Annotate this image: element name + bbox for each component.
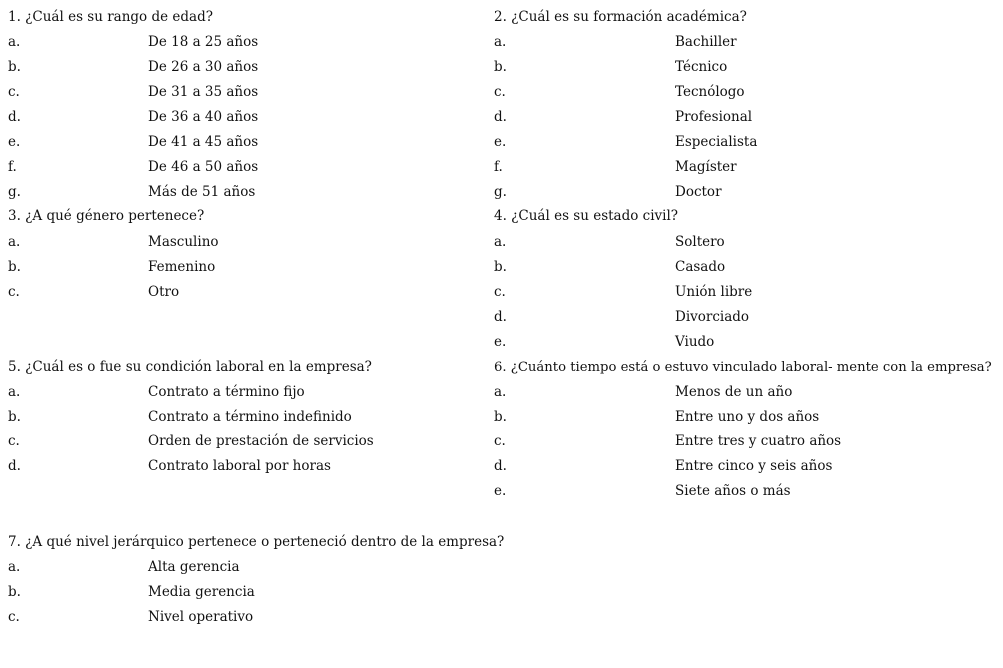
q4-option-a-text: Soltero xyxy=(675,234,725,250)
q2-option-e-letter: e. xyxy=(494,134,507,150)
q2-option-a-letter: a. xyxy=(494,34,507,50)
question-7-title: 7. ¿A qué nivel jerárquico pertenece o perteneció dentro de la empresa? xyxy=(8,534,505,550)
q4-option-e-letter: e. xyxy=(494,334,507,350)
q1-option-c-text: De 31 a 35 años xyxy=(148,84,259,100)
q1-option-f-letter: f. xyxy=(8,159,17,175)
q5-option-d-letter: d. xyxy=(8,458,21,474)
q4-option-e-text: Viudo xyxy=(675,334,715,350)
q6-option-c-text: Entre tres y cuatro años xyxy=(675,433,842,449)
q2-option-b-text: Técnico xyxy=(675,59,728,75)
q6-option-c-letter: c. xyxy=(494,433,506,449)
q7-option-c-letter: c. xyxy=(8,609,20,625)
q1-option-d-letter: d. xyxy=(8,109,21,125)
q3-option-c-text: Otro xyxy=(148,284,180,300)
q5-option-d-text: Contrato laboral por horas xyxy=(148,458,331,474)
q6-option-b-letter: b. xyxy=(494,409,507,425)
question-5-title: 5. ¿Cuál es o fue su condición laboral en la empresa? xyxy=(8,359,372,375)
q3-option-a-letter: a. xyxy=(8,234,21,250)
q2-option-d-text: Profesional xyxy=(675,109,753,125)
q6-option-e-text: Siete años o más xyxy=(675,483,791,499)
question-3-title: 3. ¿A qué género pertenece? xyxy=(8,208,205,224)
q1-option-e-letter: e. xyxy=(8,134,21,150)
q2-option-a-text: Bachiller xyxy=(675,34,737,50)
q4-option-a-letter: a. xyxy=(494,234,507,250)
q4-option-d-text: Divorciado xyxy=(675,309,750,325)
q4-option-c-letter: c. xyxy=(494,284,506,300)
q1-option-f-text: De 46 a 50 años xyxy=(148,159,259,175)
q7-option-b-letter: b. xyxy=(8,584,21,600)
q6-option-b-text: Entre uno y dos años xyxy=(675,409,820,425)
q1-option-a-letter: a. xyxy=(8,34,21,50)
q1-option-a-text: De 18 a 25 años xyxy=(148,34,259,50)
q6-option-a-letter: a. xyxy=(494,384,507,400)
q1-option-d-text: De 36 a 40 años xyxy=(148,109,259,125)
q5-option-c-letter: c. xyxy=(8,433,20,449)
q2-option-f-letter: f. xyxy=(494,159,503,175)
q1-option-b-text: De 26 a 30 años xyxy=(148,59,259,75)
q4-option-b-letter: b. xyxy=(494,259,507,275)
q7-option-a-letter: a. xyxy=(8,559,21,575)
q2-option-c-letter: c. xyxy=(494,84,506,100)
q3-option-b-letter: b. xyxy=(8,259,21,275)
q4-option-c-text: Unión libre xyxy=(675,284,753,300)
q7-option-a-text: Alta gerencia xyxy=(148,559,240,575)
question-1-title: 1. ¿Cuál es su rango de edad? xyxy=(8,9,213,25)
q2-option-g-letter: g. xyxy=(494,184,507,200)
q5-option-b-text: Contrato a término indefinido xyxy=(148,409,352,425)
q1-option-b-letter: b. xyxy=(8,59,21,75)
q1-option-c-letter: c. xyxy=(8,84,20,100)
q6-option-d-letter: d. xyxy=(494,458,507,474)
q5-option-b-letter: b. xyxy=(8,409,21,425)
q1-option-g-text: Más de 51 años xyxy=(148,184,256,200)
q3-option-b-text: Femenino xyxy=(148,259,216,275)
q3-option-a-text: Masculino xyxy=(148,234,219,250)
q1-option-g-letter: g. xyxy=(8,184,21,200)
q2-option-b-letter: b. xyxy=(494,59,507,75)
q2-option-d-letter: d. xyxy=(494,109,507,125)
q5-option-c-text: Orden de prestación de servicios xyxy=(148,433,374,449)
question-4-title: 4. ¿Cuál es su estado civil? xyxy=(494,208,679,224)
question-6-title: 6. ¿Cuánto tiempo está o estuvo vinculado laboral- mente con la empresa? xyxy=(494,360,992,375)
q6-option-a-text: Menos de un año xyxy=(675,384,793,400)
question-2-title: 2. ¿Cuál es su formación académica? xyxy=(494,9,747,25)
q7-option-b-text: Media gerencia xyxy=(148,584,255,600)
q3-option-c-letter: c. xyxy=(8,284,20,300)
q1-option-e-text: De 41 a 45 años xyxy=(148,134,259,150)
q2-option-c-text: Tecnólogo xyxy=(675,84,745,100)
q5-option-a-letter: a. xyxy=(8,384,21,400)
q2-option-e-text: Especialista xyxy=(675,134,758,150)
q6-option-e-letter: e. xyxy=(494,483,507,499)
q2-option-g-text: Doctor xyxy=(675,184,722,200)
q5-option-a-text: Contrato a término fijo xyxy=(148,384,305,400)
q7-option-c-text: Nivel operativo xyxy=(148,609,254,625)
q2-option-f-text: Magíster xyxy=(675,159,737,175)
q4-option-d-letter: d. xyxy=(494,309,507,325)
q4-option-b-text: Casado xyxy=(675,259,726,275)
q6-option-d-text: Entre cinco y seis años xyxy=(675,458,833,474)
